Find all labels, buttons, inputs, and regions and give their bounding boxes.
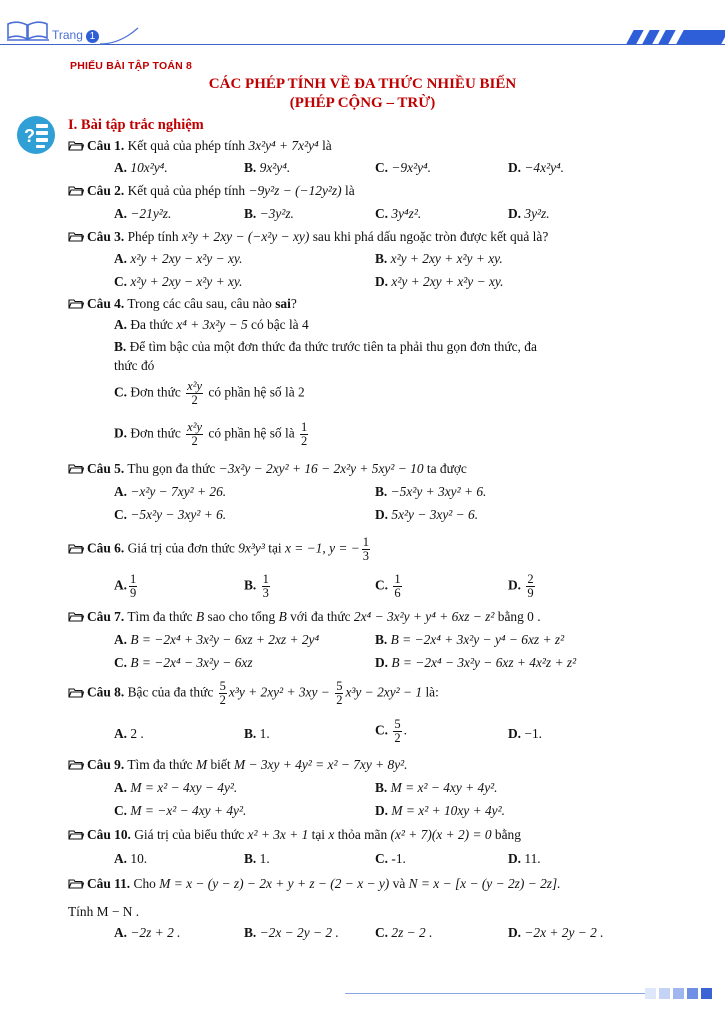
option-c[interactable]: C. x²y + 2xy − x²y + xy. — [114, 274, 243, 289]
math-expression: x³y + 2xy² + 3xy − — [228, 684, 330, 700]
question-label: Câu 5. — [87, 461, 125, 476]
question-label: Câu 2. — [87, 183, 125, 198]
question-label: Câu 1. — [87, 138, 125, 153]
folder-icon — [68, 185, 84, 196]
question-text: Bậc của đa thức — [127, 684, 214, 700]
question-text: tại — [268, 540, 282, 556]
question-emphasis: sai — [275, 296, 291, 311]
math-expression: 2x⁴ − 3x²y + y⁴ + 6xz − z² — [353, 609, 495, 624]
question-2 — [68, 183, 355, 199]
folder-icon — [68, 829, 84, 840]
question-label: Câu 6. — [87, 540, 125, 556]
option-b[interactable]: B. M = x² − 4xy + 4y². — [375, 780, 498, 795]
math-expression: (x² + 7)(x + 2) = 0 — [390, 827, 492, 842]
footer-square — [687, 988, 698, 999]
question-text: là — [322, 138, 332, 153]
book-icon — [6, 18, 50, 42]
folder-icon — [68, 543, 84, 554]
option-d[interactable]: D. x²y + 2xy + x²y − xy. — [375, 274, 504, 289]
question-label: Câu 3. — [87, 229, 125, 244]
option-b-continuation: thức đó — [114, 358, 155, 373]
question-label: Câu 11. — [87, 876, 131, 891]
option-d[interactable]: D. Đơn thức $\frac{\text{x²y}}{2}$ có phần hệ số là $\frac{1}{2}$ — [114, 420, 308, 449]
option-c[interactable]: C. Đơn thức $\frac{\text{x²y}}{2}$ có phần hệ số là 2 — [114, 379, 305, 408]
option-a[interactable]: A. 10x²y⁴. — [114, 160, 168, 175]
option-b[interactable]: B. B = −2x⁴ + 3x²y − y⁴ − 6xz + z² — [375, 632, 565, 647]
question-11-continuation: Tính M − N . — [68, 904, 140, 919]
question-text: là — [344, 183, 355, 198]
fraction: $\frac{1}{3}$ — [362, 535, 370, 564]
question-text: Giá trị của biểu thức — [134, 827, 245, 842]
option-d[interactable]: D. −2x + 2y − 2 . — [508, 925, 604, 940]
page-number: 1 — [86, 30, 99, 43]
header-curve-decoration — [100, 27, 140, 45]
option-b[interactable]: B. 9x²y⁴. — [244, 160, 291, 175]
folder-icon — [68, 463, 84, 474]
math-expression: M = x − (y − z) − 2x + y + z − (2 − x − y) — [159, 876, 390, 891]
option-d[interactable]: D. −1. — [508, 726, 542, 741]
option-d[interactable]: D. M = x² + 10xy + 4y². — [375, 803, 505, 818]
option-a[interactable]: A. M = x² − 4xy − 4y². — [114, 780, 238, 795]
math-expression: 9x³y³ — [238, 540, 265, 556]
main-subtitle: (PHÉP CỘNG – TRỪ) — [289, 95, 436, 111]
option-a[interactable]: A. x²y + 2xy − x²y − xy. — [114, 251, 243, 266]
question-label: Câu 4. — [87, 296, 125, 311]
option-a[interactable]: A. $\frac{1}{9}$ — [114, 572, 137, 601]
option-c[interactable]: C. B = −2x⁴ − 3x²y − 6xz — [114, 655, 253, 670]
folder-icon — [68, 140, 84, 151]
question-label: Câu 8. — [87, 684, 125, 700]
question-text: Giá trị của đơn thức — [127, 540, 235, 556]
question-text: Kết quả của phép tính — [127, 183, 246, 198]
option-a[interactable]: A. −2z + 2 . — [114, 925, 181, 940]
question-3 — [68, 229, 548, 245]
math-expression: −3x²y − 2xy² + 16 − 2x²y + 5xy² − 10 — [218, 461, 424, 476]
option-a[interactable]: A. B = −2x⁴ + 3x²y − 6xz + 2xz + 2y⁴ — [114, 632, 320, 647]
folder-icon — [68, 878, 84, 889]
footer-square — [645, 988, 656, 999]
question-text: Kết quả của phép tính — [127, 138, 246, 153]
header-stripe — [676, 30, 725, 44]
folder-icon — [68, 231, 84, 242]
option-b[interactable]: B. −5x²y + 3xy² + 6. — [375, 484, 487, 499]
question-text: Tìm đa thức — [127, 609, 193, 624]
question-label: Câu 7. — [87, 609, 125, 624]
footer-square — [701, 988, 712, 999]
math-expression: x² + 3x + 1 — [247, 827, 309, 842]
option-c[interactable]: C. -1. — [375, 851, 406, 866]
quiz-icon — [16, 115, 56, 155]
option-b[interactable]: B. 1. — [244, 851, 270, 866]
question-9: Câu 9. Tìm đa thức M biết M − 3xy + 4y² = x² − 7xy + 8y². — [68, 757, 408, 773]
option-b[interactable]: B. $\frac{1}{3}$ — [244, 572, 269, 601]
option-c[interactable]: C. M = −x² − 4xy + 4y². — [114, 803, 247, 818]
folder-icon — [68, 611, 84, 622]
footer-rule — [345, 993, 645, 994]
math-expression: x = −1, y = − — [284, 540, 360, 556]
option-a[interactable]: A. 2 . — [114, 726, 144, 741]
footer-square — [659, 988, 670, 999]
math-expression: x³y − 2xy² − 1 — [345, 684, 423, 700]
option-d[interactable]: D. 5x²y − 3xy² − 6. — [375, 507, 479, 522]
folder-icon — [68, 759, 84, 770]
page-label: Trang 1 — [52, 28, 99, 43]
sheet-title: PHIẾU BÀI TẬP TOÁN 8 — [70, 60, 193, 72]
question-7: Câu 7. Tìm đa thức B sao cho tổng B với đa thức 2x⁴ − 3x²y + y⁴ + 6xz − z² bằng 0 . — [68, 609, 541, 625]
question-text: Tìm đa thức — [127, 757, 193, 772]
question-text: Trong các câu sau, câu nào — [127, 296, 272, 311]
question-8: Câu 8. Bậc của đa thức $\frac{5}{2}$ x³y + 2xy² + 3xy − $\frac{5}{2}$ x³y − 2xy² − 1 là: — [68, 680, 439, 707]
folder-icon — [68, 298, 84, 309]
option-c[interactable]: C. $\frac{1}{6}$ — [375, 572, 401, 601]
option-a[interactable]: A. Đa thức x⁴ + 3x²y − 5 có bậc là 4 — [114, 317, 309, 332]
folder-icon — [68, 687, 84, 698]
question-11: Câu 11. Cho M = x − (y − z) − 2x + y + z − (2 − x − y) và N = x − [x − (y − 2z) − 2z]. — [68, 876, 561, 892]
option-a[interactable]: A. 10. — [114, 851, 148, 866]
header-stripe — [642, 30, 659, 44]
main-title: CÁC PHÉP TÍNH VỀ ĐA THỨC NHIỀU BIẾN — [208, 76, 517, 92]
fraction: $\frac{\text{x²y}}{2}$ — [187, 420, 203, 449]
question-6 — [68, 536, 372, 563]
fraction: $\frac{\text{x²y}}{2}$ — [187, 379, 203, 408]
option-d[interactable]: D. 11. — [508, 851, 541, 866]
question-label: Câu 10. — [87, 827, 131, 842]
math-expression: N = x − [x − (y − 2z) − 2z]. — [408, 876, 561, 891]
option-c[interactable]: C. 2z − 2 . — [375, 925, 433, 940]
option-b[interactable]: B. −2x − 2y − 2 . — [244, 925, 339, 940]
option-b[interactable]: B. 1. — [244, 726, 270, 741]
option-d[interactable]: D. −4x²y⁴. — [508, 160, 565, 175]
question-label: Câu 9. — [87, 757, 125, 772]
option-d[interactable]: D. B = −2x⁴ − 3x²y − 6xz + 4x²z + z² — [375, 655, 577, 670]
question-text: ? — [290, 296, 297, 311]
question-1 — [68, 138, 332, 154]
header-stripe — [658, 30, 675, 44]
option-c[interactable]: C. 3y⁴z². — [375, 206, 422, 221]
section-heading: I. Bài tập trắc nghiệm — [68, 117, 204, 133]
fraction: $\frac{5}{2}$ — [219, 679, 226, 708]
svg-text:?: ? — [24, 126, 35, 146]
question-text: ta được — [426, 461, 467, 476]
option-c[interactable]: C. $\frac{5}{2}$ . — [375, 717, 407, 746]
option-b[interactable]: B. −3y²z. — [244, 206, 294, 221]
option-c[interactable]: C. −5x²y − 3xy² + 6. — [114, 507, 227, 522]
question-10: Câu 10. Giá trị của biểu thức x² + 3x + 1 tại x thỏa mãn (x² + 7)(x + 2) = 0 bằng — [68, 827, 521, 843]
question-text: Phép tính — [127, 229, 179, 244]
question-text: Thu gọn đa thức — [127, 461, 216, 476]
option-d[interactable]: D. 3y²z. — [508, 206, 550, 221]
option-b[interactable]: B. x²y + 2xy + x²y + xy. — [375, 251, 503, 266]
fraction: $\frac{5}{2}$ — [336, 679, 343, 708]
question-text: sau khi phá dấu ngoặc tròn được kết quả là? — [312, 229, 549, 244]
math-expression: −9y²z − (−12y²z) — [248, 183, 342, 198]
question-5 — [68, 461, 467, 477]
option-d[interactable]: D. $\frac{2}{9}$ — [508, 572, 534, 601]
option-c[interactable]: C. −9x²y⁴. — [375, 160, 432, 175]
math-expression: x²y + 2xy − (−x²y − xy) — [181, 229, 310, 244]
header-stripe — [626, 30, 643, 44]
option-b[interactable]: B. Để tìm bậc của một đơn thức đa thức trước tiên ta phải thu gọn đơn thức, đa — [114, 339, 537, 354]
math-expression: 3x²y⁴ + 7x²y⁴ — [248, 138, 319, 153]
footer-square — [673, 988, 684, 999]
fraction: $\frac{1}{2}$ — [301, 420, 308, 449]
math-expression: M − 3xy + 4y² = x² − 7xy + 8y². — [233, 757, 408, 772]
option-a[interactable]: A. −21y²z. — [114, 206, 172, 221]
question-4 — [68, 296, 297, 312]
option-a[interactable]: A. −x²y − 7xy² + 26. — [114, 484, 227, 499]
question-text: Cho — [133, 876, 156, 891]
